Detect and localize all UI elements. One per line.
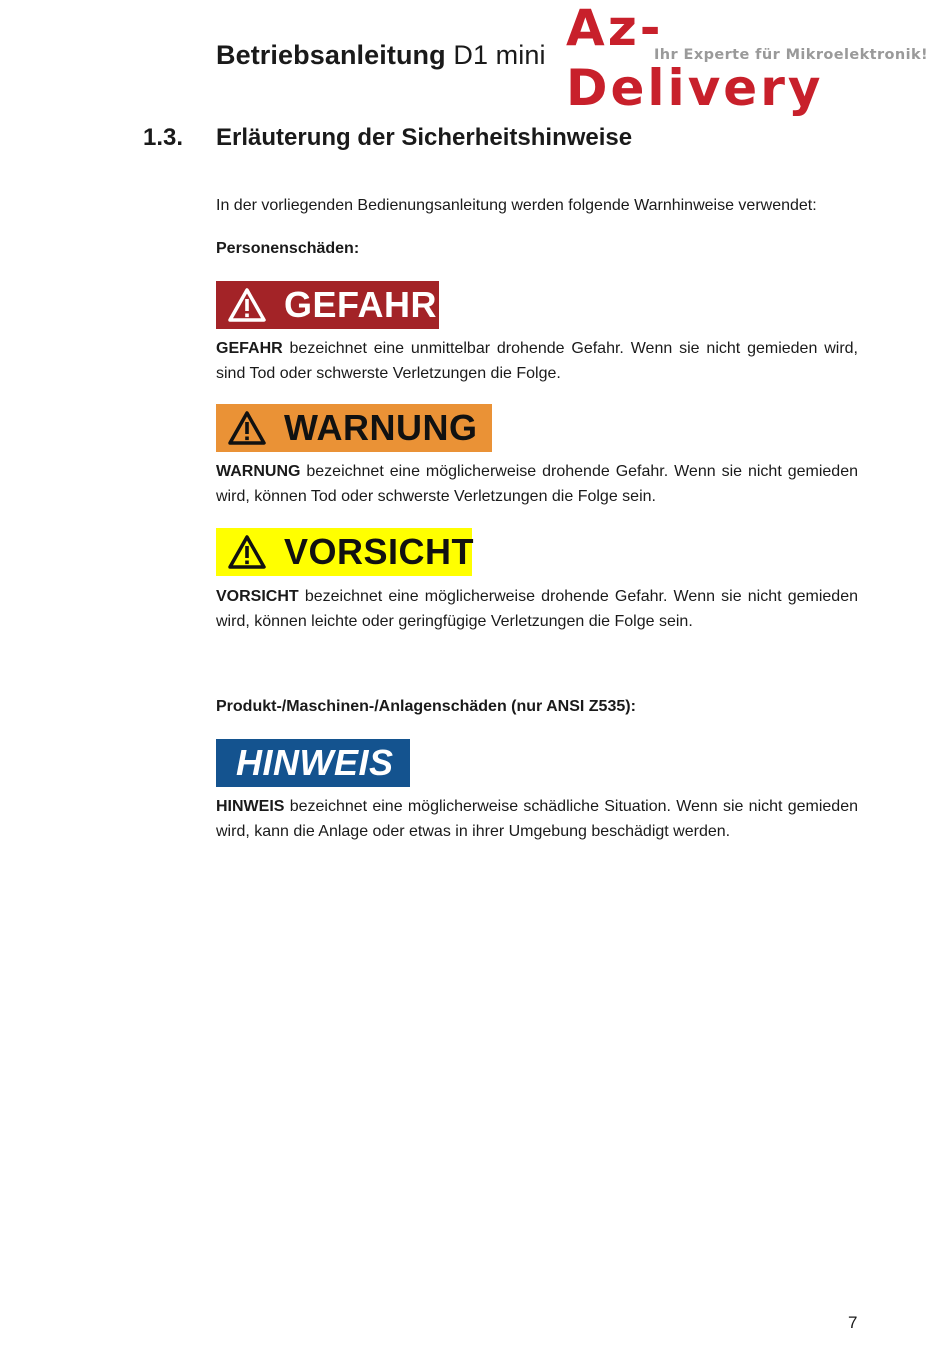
logo-tagline: Ihr Experte für Mikroelektronik! (654, 47, 929, 63)
danger-sign (216, 281, 439, 329)
personal-injury-heading: Personenschäden: (216, 240, 360, 257)
logo-wordmark: Az-Delivery (566, 0, 824, 117)
document-title-product: D1 mini (453, 40, 546, 70)
danger-description (216, 336, 858, 386)
section-number: 1.3. (143, 124, 184, 151)
document-title-bold: Betriebsanleitung (216, 40, 446, 70)
danger-text: bezeichnet eine unmittelbar drohende Gefahr. Wenn sie nicht gemieden wird, sind Tod oder schwerste Verletzungen die Folge. (216, 340, 858, 382)
caution-sign-label: VORSICHT (284, 531, 475, 572)
caution-description (216, 584, 858, 634)
notice-description (216, 794, 858, 844)
warning-triangle-icon (228, 535, 266, 569)
section-title: Erläuterung der Sicherheitshinweise (216, 124, 633, 151)
warning-triangle-icon (228, 288, 266, 322)
danger-term: GEFAHR (216, 340, 283, 357)
property-damage-heading: Produkt-/Maschinen-/Anlagenschäden (nur ANSI Z535): (216, 698, 636, 715)
document-title (216, 36, 546, 74)
notice-term: HINWEIS (216, 798, 285, 815)
warning-sign (216, 404, 492, 452)
warning-text: bezeichnet eine möglicherweise drohende Gefahr. Wenn sie nicht gemieden wird, können Tod oder schwerste Verletzungen die Folge sein. (216, 463, 858, 505)
caution-sign (216, 528, 475, 576)
caution-term: VORSICHT (216, 588, 299, 605)
intro-paragraph: In der vorliegenden Bedienungsanleitung werden folgende Warnhinweise verwendet: (216, 197, 817, 214)
warning-term: WARNUNG (216, 463, 301, 480)
warning-description (216, 459, 858, 509)
company-logo (566, 0, 929, 117)
notice-sign (216, 739, 410, 787)
warning-triangle-icon (228, 411, 266, 445)
caution-text: bezeichnet eine möglicherweise drohende Gefahr. Wenn sie nicht gemieden wird, können leichte oder geringfügige Verletzungen die Folge sein. (216, 588, 858, 630)
warning-sign-label: WARNUNG (284, 407, 478, 448)
danger-sign-label: GEFAHR (284, 284, 438, 325)
page-number: 7 (848, 1313, 858, 1332)
notice-text: bezeichnet eine möglicherweise schädliche Situation. Wenn sie nicht gemieden wird, kann die Anlage oder etwas in ihrer Umgebung beschädigt werden. (216, 798, 858, 840)
notice-sign-label: HINWEIS (236, 742, 394, 783)
